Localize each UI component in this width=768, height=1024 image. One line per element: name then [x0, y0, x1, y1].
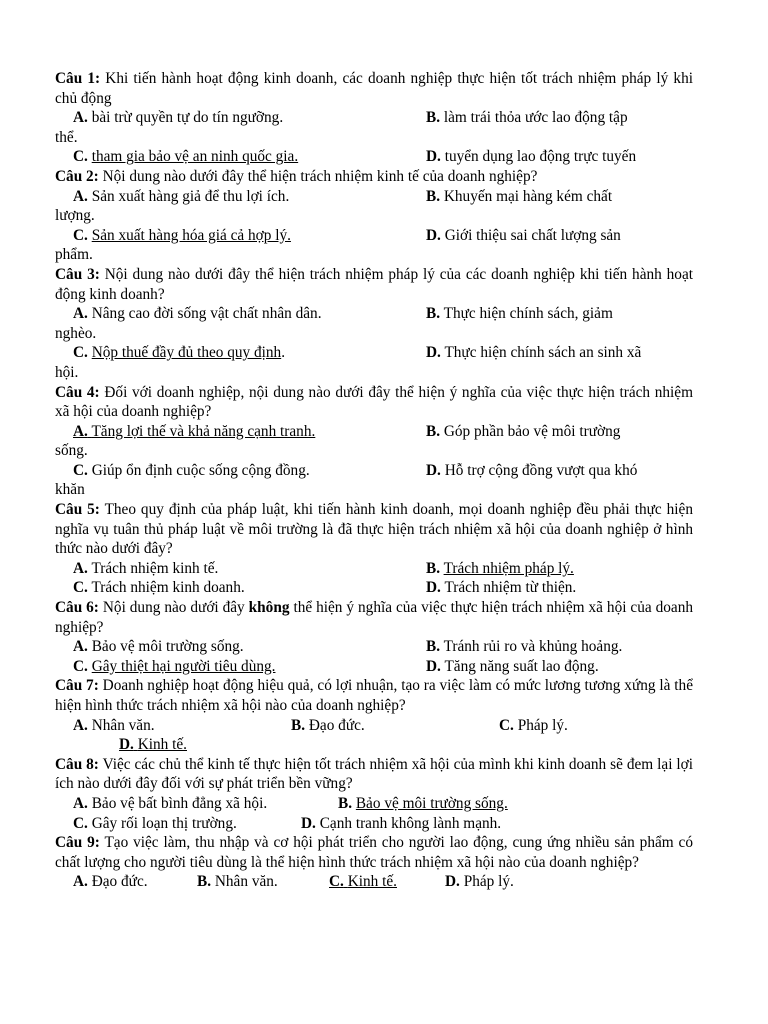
option-text: Trách nhiệm kinh tế.: [91, 559, 219, 577]
option-text: Tránh rủi ro và khủng hoảng.: [443, 638, 623, 656]
question-text: Khi tiến hành hoạt động kinh doanh, các doanh nghiệp thực hiện tốt trách nhiệm pháp lý khi chủ động: [55, 70, 693, 107]
question-label: Câu 4:: [55, 383, 100, 401]
option-key: B.: [338, 794, 353, 812]
option-text: Giúp ổn định cuộc sống cộng đồng.: [91, 461, 310, 479]
option-c[interactable]: [73, 147, 298, 167]
option-row: [55, 147, 693, 167]
option-key: C.: [73, 148, 88, 166]
question-text: Doanh nghiệp hoạt động hiệu quả, có lợi nhuận, tạo ra việc làm có mức lương tương xứng là thể hiện hình thức trách nhiệm xã hội nào của doanh nghiệp?: [55, 677, 693, 714]
question-7: [55, 676, 693, 715]
option-b[interactable]: [426, 559, 574, 579]
option-key: C.: [329, 873, 344, 891]
option-text: Thực hiện chính sách an sinh xã: [444, 344, 642, 362]
option-text: Thực hiện chính sách, giảm: [443, 305, 613, 323]
option-text: Sản xuất hàng giả để thu lợi ích.: [91, 187, 290, 205]
option-key: B.: [426, 109, 441, 127]
option-text: Trách nhiệm từ thiện.: [444, 579, 577, 597]
option-text: Khuyến mại hàng kém chất: [443, 187, 613, 205]
option-d[interactable]: [426, 657, 599, 677]
option-c[interactable]: [73, 226, 291, 246]
option-key: C.: [73, 461, 88, 479]
option-row: [55, 716, 693, 736]
option-text: Bảo vệ bất bình đẳng xã hội.: [91, 794, 268, 812]
option-a[interactable]: [73, 872, 148, 892]
question-label: Câu 8:: [55, 755, 99, 773]
option-d-continuation: hội.: [55, 363, 79, 381]
option-row: [55, 108, 693, 128]
option-d[interactable]: [426, 578, 576, 598]
option-a[interactable]: [73, 637, 244, 657]
question-6: [55, 598, 693, 637]
option-key: C.: [73, 226, 88, 244]
option-text: Pháp lý.: [463, 873, 514, 891]
option-a[interactable]: [73, 422, 315, 442]
option-text: Trách nhiệm kinh doanh.: [91, 579, 245, 597]
option-text-correct: Tăng lợi thế và khả năng cạnh tranh.: [91, 422, 316, 440]
question-label: Câu 3:: [55, 265, 100, 283]
option-key: D.: [426, 226, 441, 244]
question-label: Câu 7:: [55, 677, 99, 695]
question-5: [55, 500, 693, 559]
option-key: A.: [73, 187, 88, 205]
option-text: Gây rối loạn thị trường.: [91, 814, 237, 832]
option-b[interactable]: [426, 187, 612, 207]
option-row: [55, 226, 693, 246]
option-a[interactable]: [73, 304, 322, 324]
question-text: Nội dung nào dưới đây thể hiện trách nhiệm pháp lý của các doanh nghiệp khi tiến hành hoạt động kinh doanh?: [55, 265, 693, 303]
option-row: [55, 794, 693, 814]
option-key: D.: [119, 736, 134, 754]
option-key: C.: [73, 814, 88, 832]
option-text-correct: Kinh tế.: [347, 873, 397, 891]
option-text: Tăng năng suất lao động.: [444, 657, 599, 675]
option-b[interactable]: [426, 422, 620, 442]
option-key: C.: [73, 579, 88, 597]
option-c[interactable]: [499, 716, 568, 736]
option-key: D.: [426, 657, 441, 675]
option-b-continuation: nghèo.: [55, 324, 97, 342]
option-text: Nhân văn.: [91, 716, 155, 734]
option-c[interactable]: [73, 814, 237, 834]
option-c[interactable]: [329, 872, 397, 892]
question-text: Theo quy định của pháp luật, khi tiến hành kinh doanh, mọi doanh nghiệp đều phải thực hiện nghĩa vụ tuân thủ pháp luật về môi trường là đã thực hiện trách nhiệm xã hội của doanh nghiệp ở hình thức nào dưới đây?: [55, 501, 693, 558]
option-key: D.: [426, 148, 441, 166]
option-key: B.: [426, 422, 441, 440]
question-9: [55, 833, 693, 872]
option-key: B.: [291, 716, 306, 734]
option-text: Góp phần bảo vệ môi trường: [443, 422, 621, 440]
option-row: [55, 872, 693, 892]
option-text-correct: Bảo vệ môi trường sống.: [355, 794, 508, 812]
option-text-correct: Gây thiệt hại người tiêu dùng.: [91, 657, 276, 675]
option-text-correct: Nộp thuế đầy đủ theo quy định: [91, 344, 282, 362]
question-label: Câu 9:: [55, 834, 100, 852]
option-key: B.: [426, 305, 441, 323]
question-text: Việc các chủ thể kinh tế thực hiện tốt trách nhiệm xã hội của mình khi kinh doanh sẽ đem lại lợi ích nào dưới đây đối với sự phát triển bền vững?: [55, 755, 693, 793]
question-8: [55, 755, 693, 794]
option-row: [55, 461, 693, 481]
option-key: D.: [426, 461, 441, 479]
option-text: Hỗ trợ cộng đồng vượt qua khó: [444, 461, 638, 479]
option-key: B.: [426, 187, 441, 205]
option-row: [55, 578, 693, 598]
option-c[interactable]: [73, 578, 245, 598]
option-d[interactable]: [426, 461, 637, 481]
option-key: D.: [426, 344, 441, 362]
option-row: [55, 187, 693, 207]
option-d-continuation: khăn: [55, 481, 85, 499]
option-key: A.: [73, 305, 88, 323]
option-row: [55, 814, 693, 834]
question-label: Câu 1:: [55, 70, 101, 87]
option-key: B.: [426, 559, 441, 577]
option-text: Nâng cao đời sống vật chất nhân dân.: [91, 305, 322, 323]
option-key: C.: [499, 716, 514, 734]
option-text: Pháp lý.: [517, 716, 568, 734]
option-text-correct: Sản xuất hàng hóa giá cả hợp lý.: [91, 226, 291, 244]
option-a[interactable]: [73, 559, 218, 579]
option-key: A.: [73, 794, 88, 812]
option-key: D.: [426, 579, 441, 597]
option-text: Cạnh tranh không lành mạnh.: [319, 814, 502, 832]
question-label: Câu 6:: [55, 599, 99, 617]
option-key: A.: [73, 559, 88, 577]
option-b-continuation: sống.: [55, 442, 88, 460]
option-key: C.: [73, 344, 88, 362]
option-d[interactable]: [119, 735, 187, 755]
option-b[interactable]: [197, 872, 278, 892]
quiz-document: [55, 69, 693, 892]
question-4: [55, 383, 693, 422]
option-row: [55, 304, 693, 324]
option-text: Đạo đức.: [91, 873, 148, 891]
option-a[interactable]: [73, 187, 289, 207]
option-text-correct: Kinh tế.: [137, 736, 187, 754]
option-key: D.: [445, 873, 460, 891]
option-key: A.: [73, 422, 88, 440]
question-text-emphasis: không: [248, 599, 290, 617]
option-text: tuyển dụng lao động trực tuyến: [444, 148, 637, 166]
question-text: Nội dung nào dưới đây thể hiện trách nhiệm kinh tế của doanh nghiệp?: [102, 167, 538, 185]
question-label: Câu 5:: [55, 501, 100, 519]
option-key: A.: [73, 873, 88, 891]
option-a[interactable]: [73, 108, 283, 128]
question-text: Tạo việc làm, thu nhập và cơ hội phát triển cho người lao động, cung ứng nhiều sản phẩm có chất lượng cho người tiêu dùng là thể hiện hình thức trách nhiệm xã hội nào của doanh nghiệp?: [55, 834, 693, 871]
option-row: [55, 735, 693, 755]
question-label: Câu 2:: [55, 167, 99, 185]
option-a[interactable]: [73, 794, 267, 814]
option-b-continuation: lượng.: [55, 207, 95, 225]
option-c[interactable]: [73, 461, 310, 481]
option-text: bài trừ quyền tự do tín ngưỡng.: [91, 109, 284, 127]
option-c[interactable]: [73, 657, 275, 677]
question-text: Nội dung nào dưới đây: [102, 599, 245, 617]
option-key: B.: [197, 873, 212, 891]
option-d-continuation: phẩm.: [55, 246, 93, 264]
question-1: [55, 69, 693, 108]
option-row: [55, 559, 693, 579]
option-text: làm trái thỏa ước lao động tập: [443, 109, 628, 127]
option-text-correct: tham gia bảo vệ an ninh quốc gia.: [91, 148, 299, 166]
option-row: [55, 343, 693, 363]
option-key: A.: [73, 638, 88, 656]
option-d[interactable]: [426, 226, 621, 246]
option-key: B.: [426, 638, 441, 656]
option-a[interactable]: [73, 716, 155, 736]
option-key: A.: [73, 716, 88, 734]
option-key: A.: [73, 109, 88, 127]
option-text-tail: .: [281, 344, 286, 362]
question-2: [55, 167, 693, 187]
option-text-correct: Trách nhiệm pháp lý.: [443, 559, 574, 577]
option-row: [55, 422, 693, 442]
option-d[interactable]: [445, 872, 514, 892]
option-b-continuation: thể.: [55, 128, 78, 146]
option-key: D.: [301, 814, 316, 832]
option-b[interactable]: [338, 794, 508, 814]
option-b[interactable]: [291, 716, 365, 736]
option-row: [55, 657, 693, 677]
option-text: Bảo vệ môi trường sống.: [91, 638, 244, 656]
option-key: C.: [73, 657, 88, 675]
option-d[interactable]: [426, 147, 636, 167]
option-b[interactable]: [426, 637, 622, 657]
option-text: Giới thiệu sai chất lượng sản: [444, 226, 621, 244]
option-d[interactable]: [426, 343, 641, 363]
option-d[interactable]: [301, 814, 501, 834]
option-b[interactable]: [426, 108, 628, 128]
option-text: Đạo đức.: [308, 716, 365, 734]
option-text: Nhân văn.: [214, 873, 278, 891]
question-text: Đối với doanh nghiệp, nội dung nào dưới đây thể hiện ý nghĩa của việc thực hiện trách nhiệm xã hội của doanh nghiệp?: [55, 383, 693, 421]
option-row: [55, 637, 693, 657]
question-text: thể hiện ý nghĩa của việc thực hiện trách nhiệm xã hội của doanh nghiệp?: [55, 599, 694, 636]
option-b[interactable]: [426, 304, 613, 324]
option-c[interactable]: [73, 343, 285, 363]
question-3: [55, 265, 693, 304]
